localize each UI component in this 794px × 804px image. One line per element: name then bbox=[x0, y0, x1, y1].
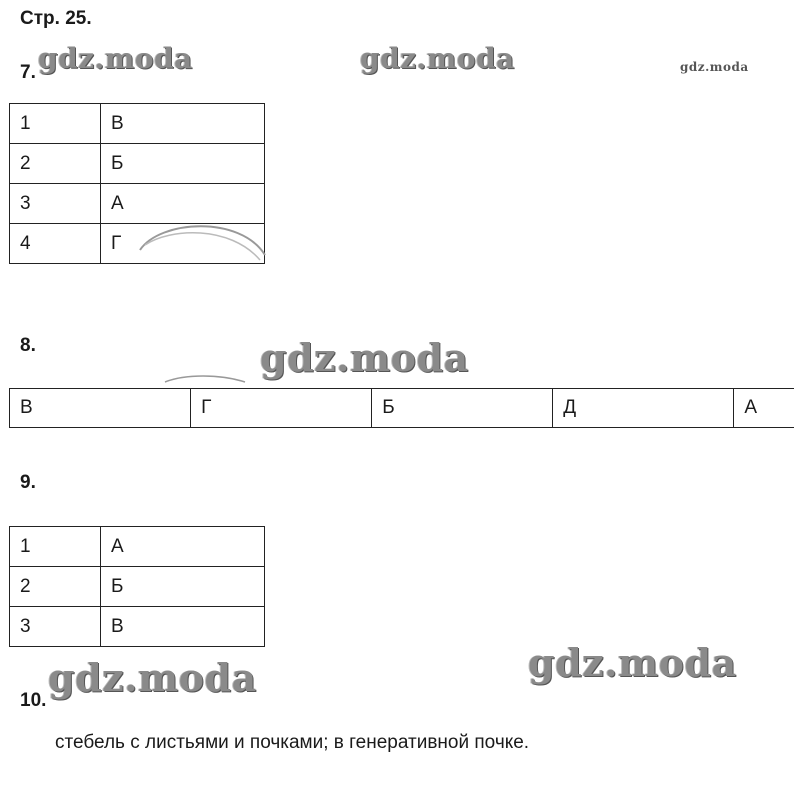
table-row bbox=[10, 104, 265, 144]
table-row bbox=[10, 389, 794, 428]
table-cell: Б bbox=[101, 567, 265, 607]
watermark-logo: gdz.moda bbox=[260, 335, 469, 380]
table-cell: 1 bbox=[10, 104, 101, 144]
page-title: Стр. 25. bbox=[20, 8, 92, 29]
task-8-table bbox=[9, 388, 794, 428]
watermark-logo: gdz.moda bbox=[680, 60, 749, 74]
table-cell: Г bbox=[101, 224, 265, 264]
table-cell: А bbox=[734, 389, 794, 428]
task-10-answer: стебель с листьями и почками; в генеративной почке. bbox=[55, 732, 530, 753]
watermark-logo: gdz.moda bbox=[48, 655, 257, 700]
table-cell: Д bbox=[553, 389, 734, 428]
watermark-logo: gdz.moda bbox=[360, 42, 515, 75]
table-cell: А bbox=[101, 527, 265, 567]
table-cell: В bbox=[101, 607, 265, 647]
table-cell: 2 bbox=[10, 144, 101, 184]
scribble-decoration bbox=[100, 210, 280, 280]
table-row bbox=[10, 144, 265, 184]
table-cell: В bbox=[10, 389, 191, 428]
task-7-number: 7. bbox=[20, 62, 36, 83]
table-cell: Г bbox=[191, 389, 372, 428]
watermark-logo: gdz.moda bbox=[38, 42, 193, 75]
watermark-logo: gdz.moda bbox=[528, 640, 737, 685]
task-8-number: 8. bbox=[20, 335, 36, 356]
table-cell: 1 bbox=[10, 527, 101, 567]
table-cell: 3 bbox=[10, 184, 101, 224]
table-row bbox=[10, 567, 265, 607]
table-cell: 3 bbox=[10, 607, 101, 647]
task-9-table bbox=[9, 526, 265, 647]
table-cell: 4 bbox=[10, 224, 101, 264]
table-cell: В bbox=[101, 104, 265, 144]
table-row bbox=[10, 607, 265, 647]
scribble-decoration bbox=[160, 370, 250, 390]
task-9-number: 9. bbox=[20, 472, 36, 493]
table-row bbox=[10, 527, 265, 567]
table-cell: Б bbox=[101, 144, 265, 184]
table-cell: А bbox=[101, 184, 265, 224]
table-cell: 2 bbox=[10, 567, 101, 607]
table-cell: Б bbox=[372, 389, 553, 428]
task-10-number: 10. bbox=[20, 690, 47, 711]
